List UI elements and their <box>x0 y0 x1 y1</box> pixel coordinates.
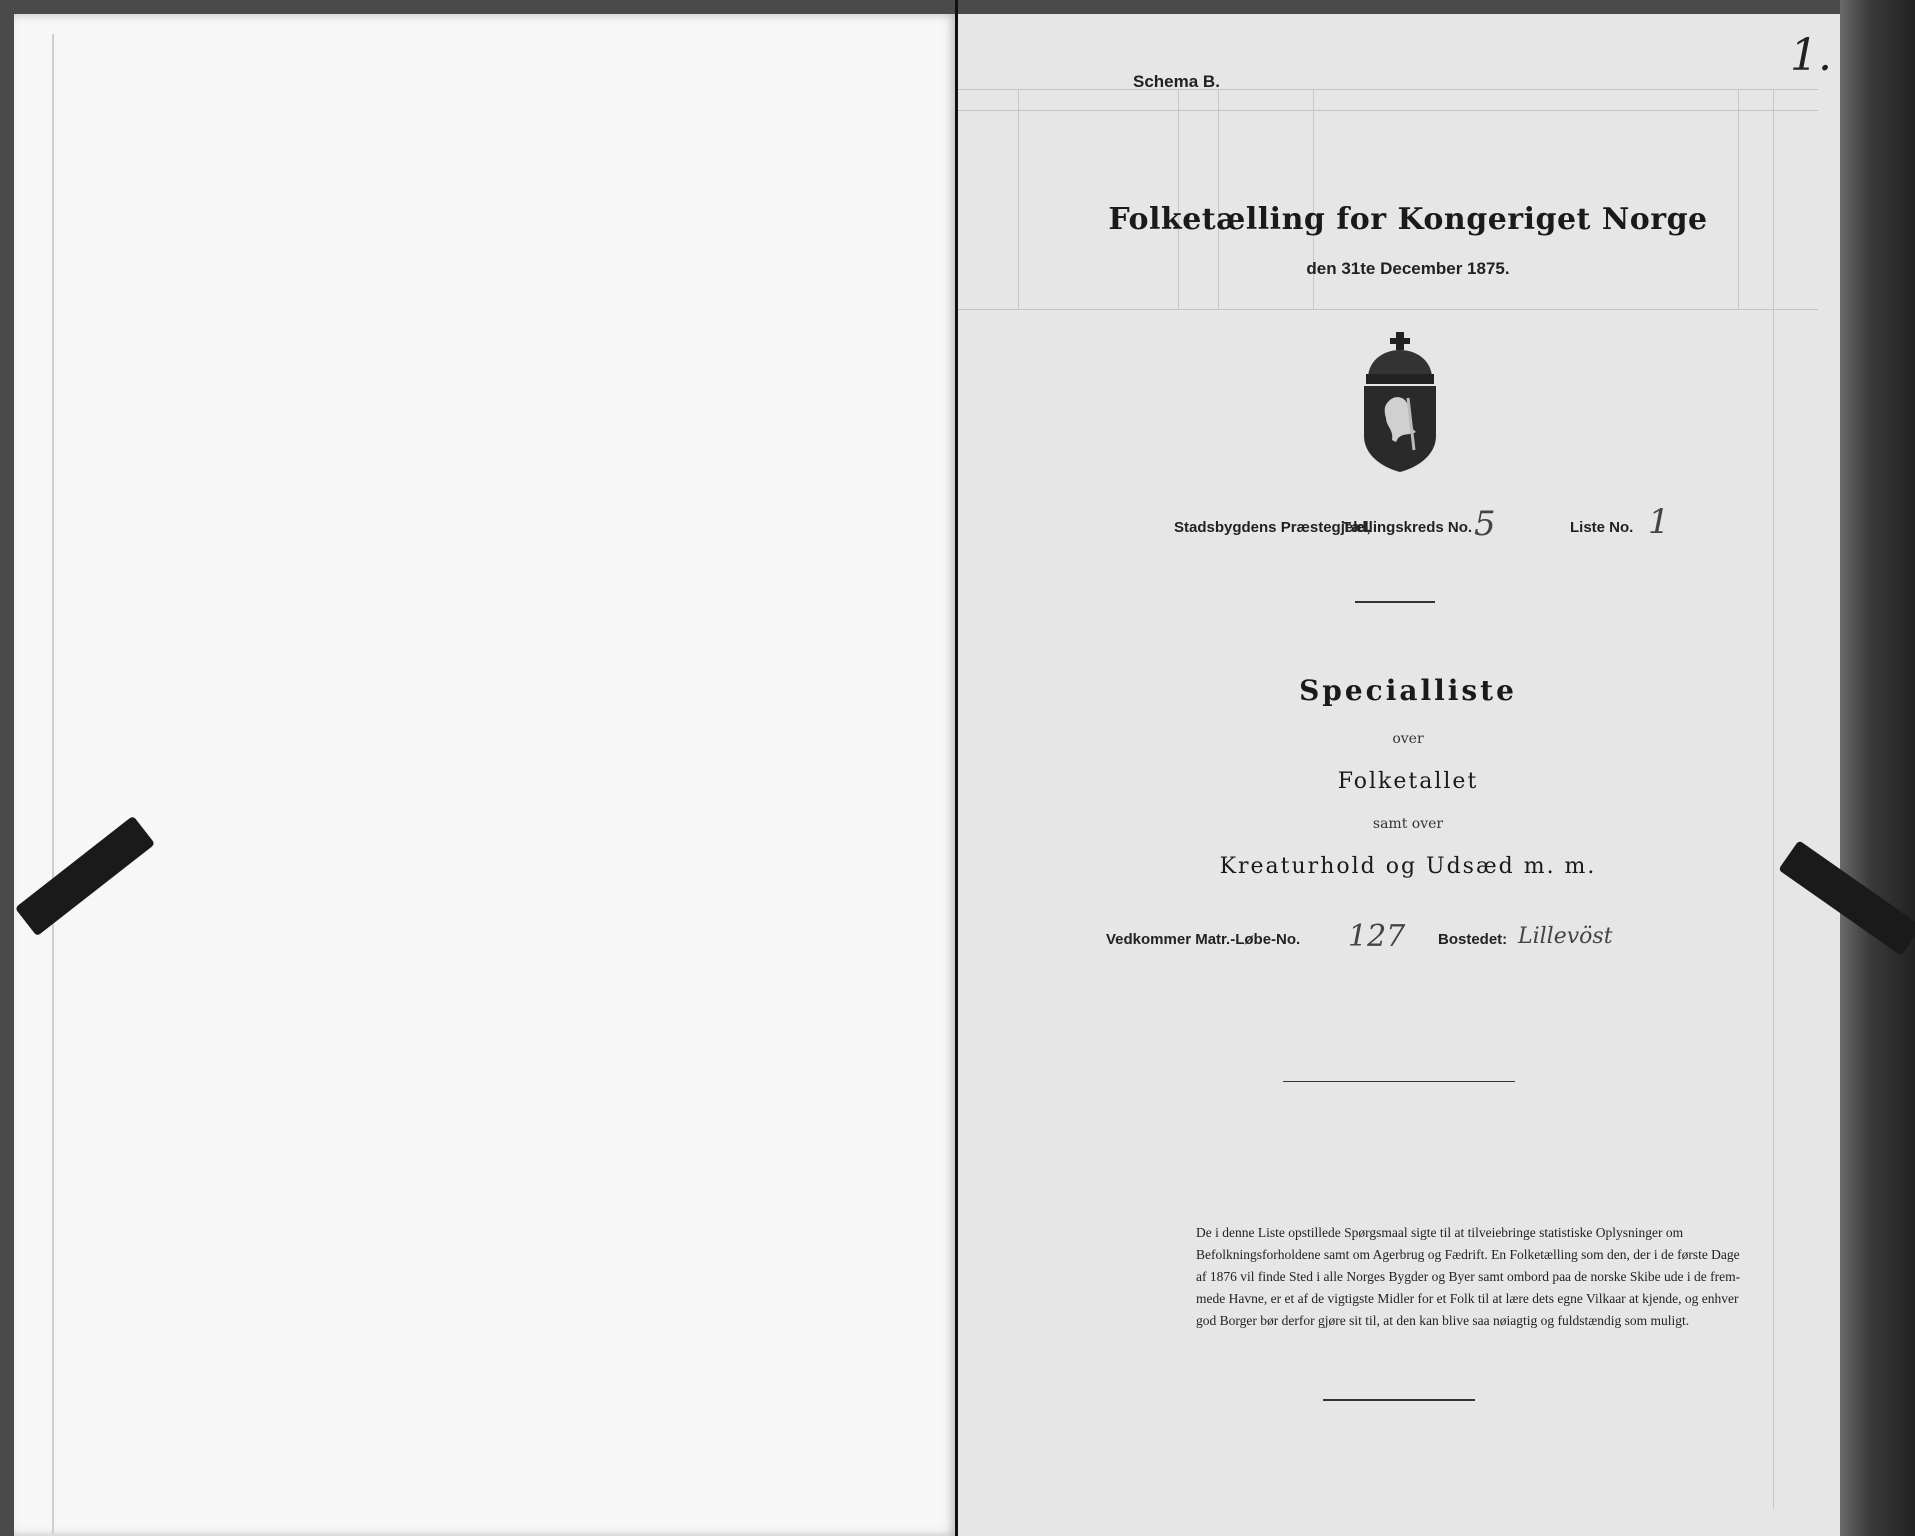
norway-coat-of-arms-icon <box>1350 324 1450 474</box>
heading-over: over <box>1392 731 1424 747</box>
heading-specialliste: Specialliste <box>1299 674 1517 707</box>
instruction-line: mede Havne, er et af de vigtigste Midler for et Folk til at lære dets egne Vilkaar at kjende, og enhver <box>1196 1291 1739 1306</box>
schema-label: Schema B. <box>1133 72 1220 91</box>
census-form-page <box>958 14 1858 1536</box>
divider-rule-long <box>1283 1081 1515 1082</box>
instruction-line: god Borger bør derfor gjøre sit til, at den kan blive saa nøiagtig og fuldstændig som muligt. <box>1196 1313 1690 1328</box>
form-subtitle: den 31te December 1875. <box>1306 259 1510 278</box>
prestegjeld-label: Stadsbygdens Præstegjeld, <box>1174 519 1371 536</box>
form-title: Folketælling for Kongeriget Norge <box>1108 202 1708 237</box>
instruction-line: De i denne Liste opstillede Spørgsmaal sigte til at tilveiebringe statistiske Oplysninger om <box>1196 1225 1684 1240</box>
instruction-line: Befolkningsforholdene samt om Agerbrug og Fædrift. En Folketælling som den, der i de første Dage <box>1196 1247 1740 1262</box>
matrikkel-value: 127 <box>1348 919 1406 954</box>
page-edge-line <box>52 34 54 1534</box>
heading-kreaturhold: Kreaturhold og Udsæd m. m. <box>1219 854 1597 879</box>
page-edge-shadow <box>1840 0 1915 1536</box>
tellingskrets-label: Tællingskreds No. <box>1342 519 1473 536</box>
instruction-paragraph <box>1196 1222 1836 1332</box>
divider-rule-bottom <box>1323 1399 1475 1401</box>
liste-value: 1 <box>1648 502 1670 542</box>
divider-rule <box>1355 601 1435 603</box>
bleed-line <box>958 110 1818 111</box>
heading-folketallet: Folketallet <box>1337 769 1479 794</box>
left-page-blank <box>14 14 958 1536</box>
page-number: 1. <box>1790 30 1832 81</box>
bleed-line <box>958 309 1818 310</box>
bosted-value: Lillevöst <box>1518 924 1613 949</box>
instruction-line: af 1876 vil finde Sted i alle Norges Bygder og Byer samt ombord paa de norske Skibe ude i de frem- <box>1196 1269 1741 1284</box>
bosted-label: Bostedet: <box>1438 931 1508 948</box>
heading-samt-over: samt over <box>1372 816 1444 832</box>
tellingskrets-value: 5 <box>1474 504 1496 544</box>
matrikkel-label: Vedkommer Matr.-Løbe-No. <box>1106 931 1301 948</box>
bleed-line <box>958 89 1818 90</box>
liste-label: Liste No. <box>1570 519 1634 536</box>
